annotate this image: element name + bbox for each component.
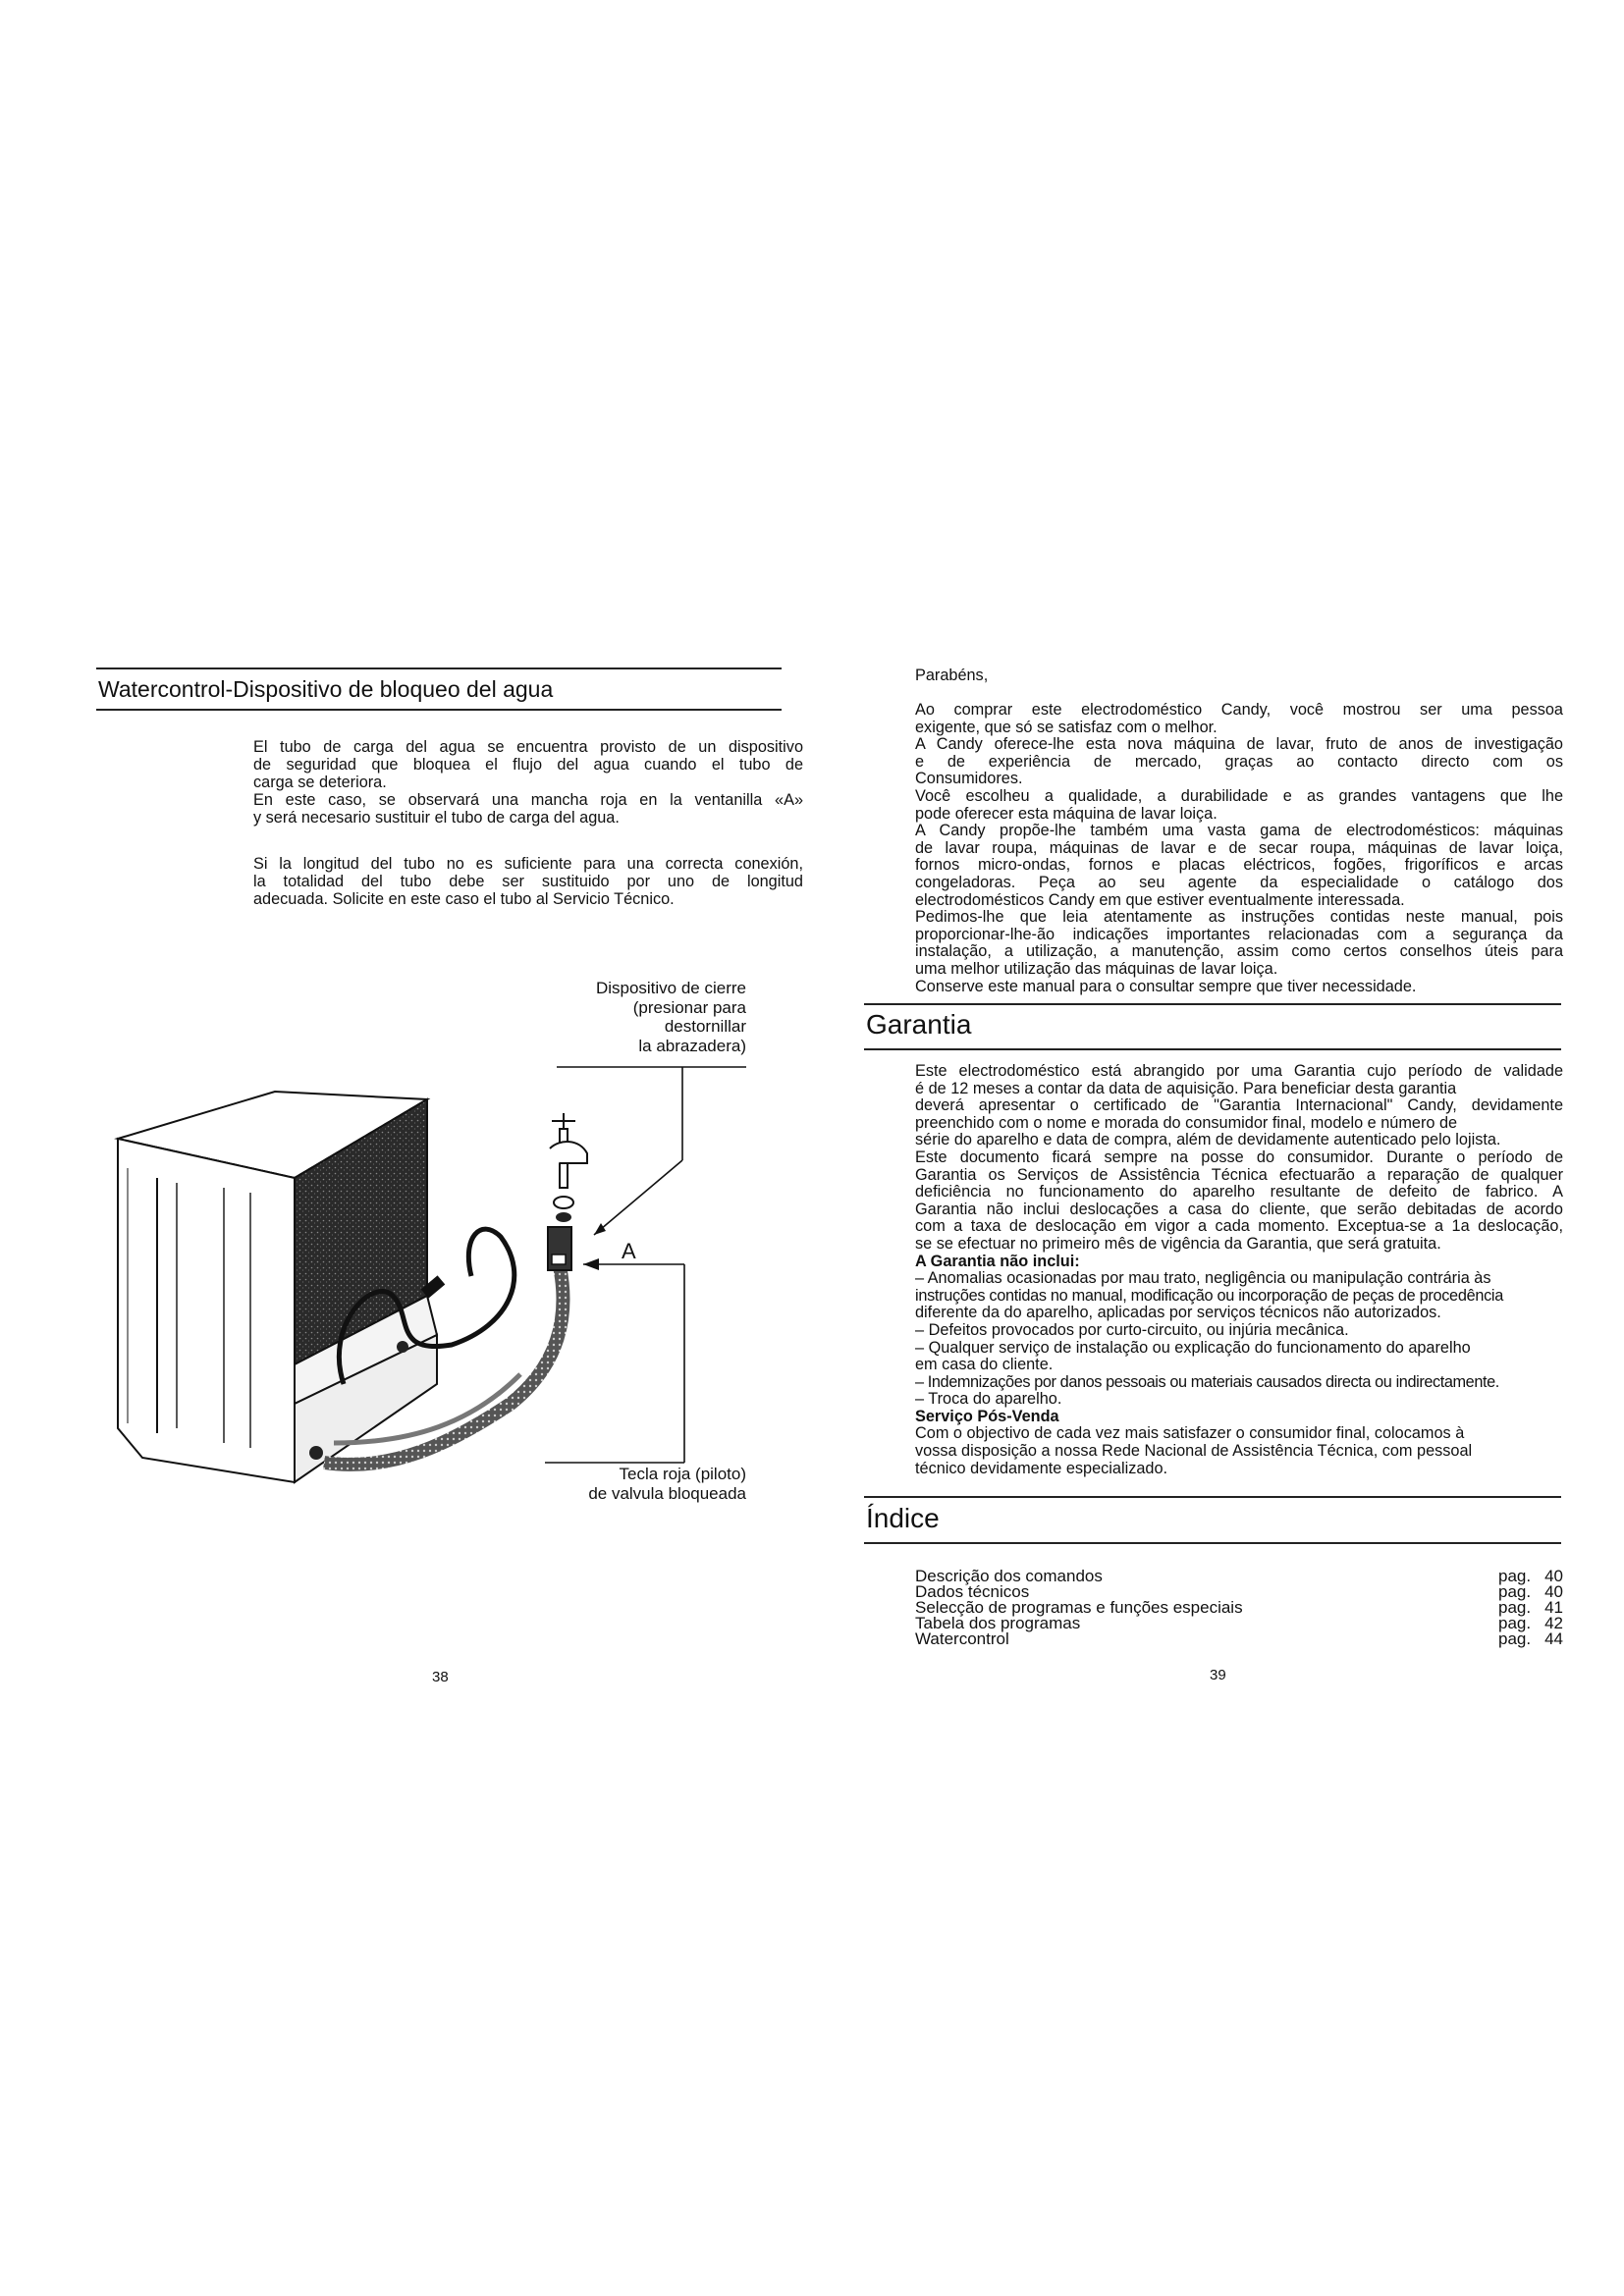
text-line: com a taxa de deslocação em vigor a cada momento. Exceptua-se a 1a deslocação, [915, 1217, 1563, 1236]
text-line: deverá apresentar o certificado de "Garantia Internacional" Candy, devidamente [915, 1096, 1563, 1115]
text-line: adecuada. Solicite en este caso el tubo al Servicio Técnico. [253, 890, 675, 908]
arrow-head [583, 1258, 599, 1270]
service-title: Serviço Pós-Venda [915, 1407, 1059, 1425]
intro-text [915, 702, 1563, 995]
text-line: Ao comprar este electrodoméstico Candy, você mostrou ser uma pessoa [915, 701, 1563, 719]
text-line: (presionar para [632, 997, 746, 1017]
text-line: electrodomésticos Candy em que estiver eventualmente interessada. [915, 890, 1405, 909]
left-page-number: 38 [432, 1669, 449, 1685]
toc-num: 41 [1544, 1598, 1563, 1617]
toc-num: 40 [1544, 1582, 1563, 1601]
text-line: destornillar [664, 1017, 746, 1036]
dishwasher-illustration [98, 1031, 785, 1502]
text-line: El tubo de carga del agua se encuentra provisto de un dispositivo [253, 738, 803, 756]
window-a-label: A [622, 1239, 636, 1263]
text-line: série do aparelho e data de compra, além de devidamente autenticado pelo lojista. [915, 1131, 1501, 1149]
text-line: A Candy propõe-lhe também uma vasta gama de electrodomésticos: máquinas [915, 822, 1563, 840]
text-line: Conserve este manual para o consultar sempre que tiver necessidade. [915, 977, 1417, 995]
indice-list [915, 1569, 1563, 1647]
text-line: Você escolheu a qualidade, a durabilidade e as grandes vantagens que lhe [915, 786, 1563, 805]
text-line: – Anomalias ocasionadas por mau trato, negligência ou manipulação contrária às [915, 1269, 1491, 1288]
left-title-bottom-rule [96, 709, 782, 711]
text-line: – Qualquer serviço de instalação ou explicação do funcionamento do aparelho [915, 1338, 1471, 1357]
toc-entry[interactable] [915, 1616, 1563, 1631]
toc-pag: pag. [1498, 1614, 1532, 1632]
toc-entry[interactable] [915, 1631, 1563, 1647]
left-title-top-rule [96, 667, 782, 669]
garantia-top-rule [864, 1003, 1561, 1005]
text-line: instalação, a utilização, a manutenção, assim como certos conselhos úteis para [915, 942, 1563, 961]
toc-label: Descrição dos comandos [915, 1567, 1103, 1585]
toc-label: Tabela dos programas [915, 1614, 1081, 1632]
left-page-title: Watercontrol-Dispositivo de bloqueo del agua [98, 676, 554, 702]
text-line: de lavar roupa, máquinas de lavar e de secar roupa, máquinas de lavar loiça, [915, 838, 1563, 857]
text-line: instruções contidas no manual, modificação ou incorporação de peças de procedência [915, 1286, 1503, 1305]
text-line: uma melhor utilização das máquinas de lavar loiça. [915, 959, 1278, 978]
text-line: diferente da do aparelho, aplicadas por serviços técnicos não autorizados. [915, 1304, 1441, 1322]
text-line: la abrazadera) [638, 1036, 746, 1055]
text-line: – Troca do aparelho. [915, 1390, 1062, 1409]
text-line: carga se deteriora. [253, 774, 387, 791]
text-line: la totalidad del tubo debe ser sustituido por uno de longitud [253, 873, 803, 890]
garantia-title: Garantia [866, 1009, 972, 1040]
text-line: Pedimos-lhe que leia atentamente as instruções contidas neste manual, pois [915, 908, 1563, 927]
text-line: pode oferecer esta máquina de lavar loiça. [915, 804, 1218, 823]
text-line: em casa do cliente. [915, 1356, 1054, 1374]
text-line: vossa disposição a nossa Rede Nacional de Assistência Técnica, com pessoal [915, 1442, 1473, 1461]
toc-label: Watercontrol [915, 1629, 1009, 1648]
text-line: congeladoras. Peça ao seu agente da especialidade o catálogo dos [915, 873, 1563, 891]
text-line: Com o objectivo de cada vez mais satisfazer o consumidor final, colocamos à [915, 1424, 1465, 1443]
text-line: Tecla roja (piloto) [619, 1465, 746, 1483]
toc-num: 42 [1544, 1614, 1563, 1632]
toc-pag: pag. [1498, 1567, 1532, 1585]
right-page-number: 39 [1210, 1667, 1226, 1683]
text-line: – Defeitos provocados por curto-circuito, ou injúria mecânica. [915, 1320, 1349, 1339]
text-line: é de 12 meses a contar da data de aquisição. Para beneficiar desta garantia [915, 1079, 1457, 1097]
text-line: En este caso, se observará una mancha roja en la ventanilla «A» [253, 791, 803, 809]
text-line: Garantia não inclui deslocações a casa do cliente, que serão debitadas de acordo [915, 1200, 1563, 1218]
text-line: exigente, que só se satisfaz com o melhor. [915, 718, 1218, 736]
watercontrol-paragraph-2 [253, 855, 803, 908]
text-line: de valvula bloqueada [588, 1483, 746, 1503]
text-line: e de experiência de mercado, graças ao contacto directo com os [915, 752, 1563, 771]
text-line: Este electrodoméstico está abrangido por uma Garantia cujo período de validade [915, 1062, 1563, 1080]
garantia-bottom-rule [864, 1048, 1561, 1050]
text-line: fornos micro-ondas, fornos e placas eléctricos, fogões, frigoríficos e arcas [915, 856, 1563, 875]
text-line: y será necesario sustituir el tubo de carga del agua. [253, 809, 620, 827]
text-line: Si la longitud del tubo no es suficiente para una correcta conexión, [253, 855, 803, 873]
text-line: A Candy oferece-lhe esta nova máquina de lavar, fruto de anos de investigação [915, 735, 1563, 754]
toc-pag: pag. [1498, 1629, 1532, 1648]
text-line: se se efectuar no primeiro mês de vigência da Garantia, que será gratuita. [915, 1234, 1441, 1253]
toc-label: Dados técnicos [915, 1582, 1030, 1601]
not-included-title: A Garantia não inclui: [915, 1252, 1080, 1270]
indice-title: Índice [866, 1503, 940, 1533]
arrow-head [594, 1223, 606, 1235]
text-line: Dispositivo de cierre [595, 979, 746, 997]
text-line: preenchido com o nome e morada do consumidor final, modelo e número de [915, 1113, 1458, 1132]
indice-bottom-rule [864, 1542, 1561, 1544]
text-line: deficiência no funcionamento do aparelho resultante de defeito de fabrico. A [915, 1183, 1563, 1201]
toc-num: 44 [1544, 1629, 1563, 1648]
leader-lines [545, 1067, 746, 1463]
text-line: – Indemnizações por danos pessoais ou materiais causados directa ou indirectamente. [915, 1372, 1499, 1391]
text-line: de seguridad que bloquea el flujo del agua cuando el tubo de [253, 756, 803, 774]
text-line: Este documento ficará sempre na posse do consumidor. Durante o período de [915, 1148, 1563, 1166]
watercontrol-paragraph-1 [253, 738, 803, 827]
text-line: proporcionar-lhe-ão indicações importantes relacionadas com a segurança da [915, 925, 1563, 943]
toc-label: Selecção de programas e funções especiais [915, 1598, 1243, 1617]
toc-pag: pag. [1498, 1582, 1532, 1601]
greeting: Parabéns, [915, 667, 989, 684]
text-line: Garantia os Serviços de Assistência Técnica efectuarão a reparação de qualquer [915, 1165, 1563, 1184]
toc-pag: pag. [1498, 1598, 1532, 1617]
text-line: técnico devidamente especializado. [915, 1459, 1168, 1477]
toc-page-ref [1498, 1631, 1563, 1647]
toc-num: 40 [1544, 1567, 1563, 1585]
indice-top-rule [864, 1496, 1561, 1498]
text-line: Consumidores. [915, 770, 1023, 788]
garantia-text [915, 1063, 1563, 1477]
